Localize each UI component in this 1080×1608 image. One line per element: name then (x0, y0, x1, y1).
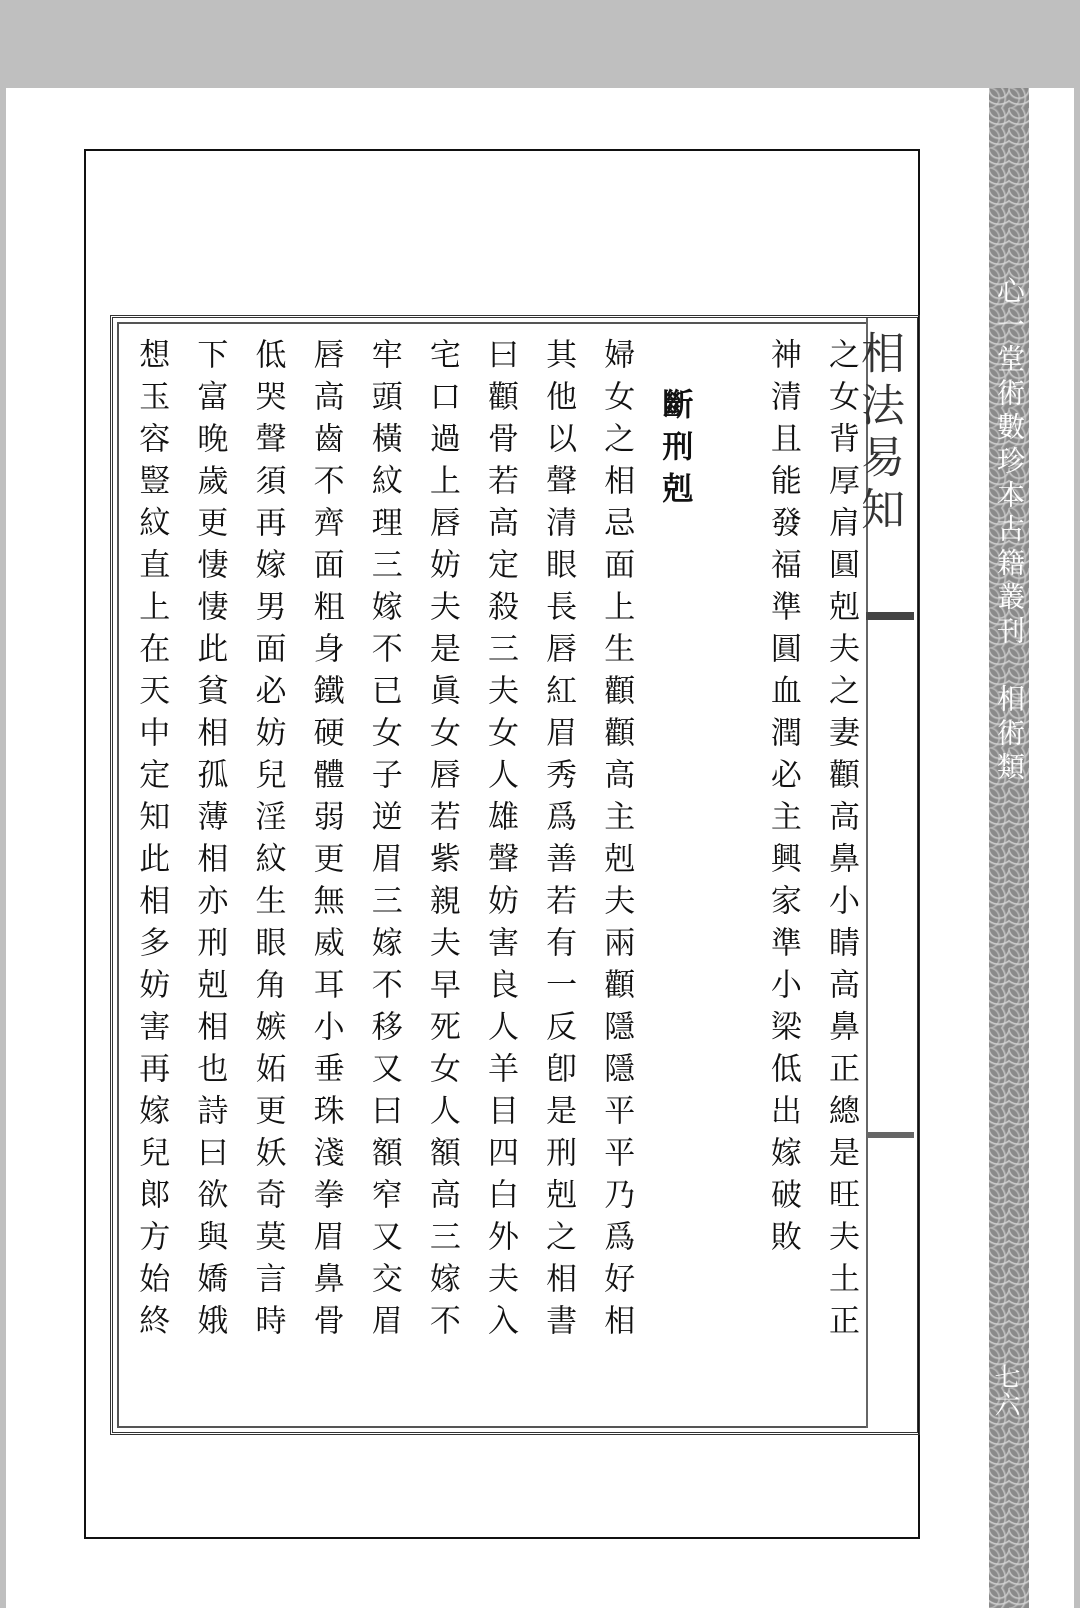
book-title-remnant: 相法易知 (853, 330, 904, 538)
series-title: 心一堂術數珍本古籍叢刊 相術類 (993, 276, 1026, 786)
text-column-1: 之女背厚肩圓剋夫之妻顴高鼻小睛高鼻正總是旺夫土正 (823, 338, 859, 1346)
text-column-9: 牢頭橫紋理三嫁不已女子逆眉三嫁不移又曰額窄又交眉 (365, 338, 402, 1346)
text-column-11: 低哭聲須再嫁男面必妨兒淫紋生眼角嫉妬更妖奇莫言時 (249, 338, 286, 1346)
remnant-bar-lower (866, 1132, 914, 1138)
text-column-7: 曰顴骨若高定殺三夫女人雄聲妨害良人羊目四白外夫入 (481, 338, 518, 1346)
text-column-10: 唇高齒不齊面粗身鐵硬體弱更無威耳小垂珠淺拳眉鼻骨 (307, 338, 344, 1346)
text-column-8: 宅口過上唇妨夫是眞女唇若紫親夫早死女人額高三嫁不 (423, 338, 460, 1346)
text-column-13: 想玉容豎紋直上在天中定知此相多妨害再嫁兒郞方始終 (133, 338, 170, 1346)
text-column-5: 婦女之相忌面上生顴顴高主剋夫兩顴隱隱平平乃爲好相 (598, 338, 635, 1346)
remnant-bar (866, 612, 914, 620)
text-column-12: 下富晚歲更悽悽此貧相孤薄相亦刑剋相也詩曰欲與嬌娥 (191, 338, 228, 1346)
page-number: 七六 (990, 1363, 1020, 1419)
text-column-2: 神清且能發福準圓血潤必主興家準小梁低出嫁破敗 (764, 338, 801, 1262)
section-heading: 斷刑剋 (656, 388, 693, 514)
text-column-6: 其他以聲清眼長唇紅眉秀爲善若有一反卽是刑剋之相書 (540, 338, 577, 1346)
vertical-text-columns (126, 338, 866, 1383)
blank-column (707, 338, 749, 1383)
